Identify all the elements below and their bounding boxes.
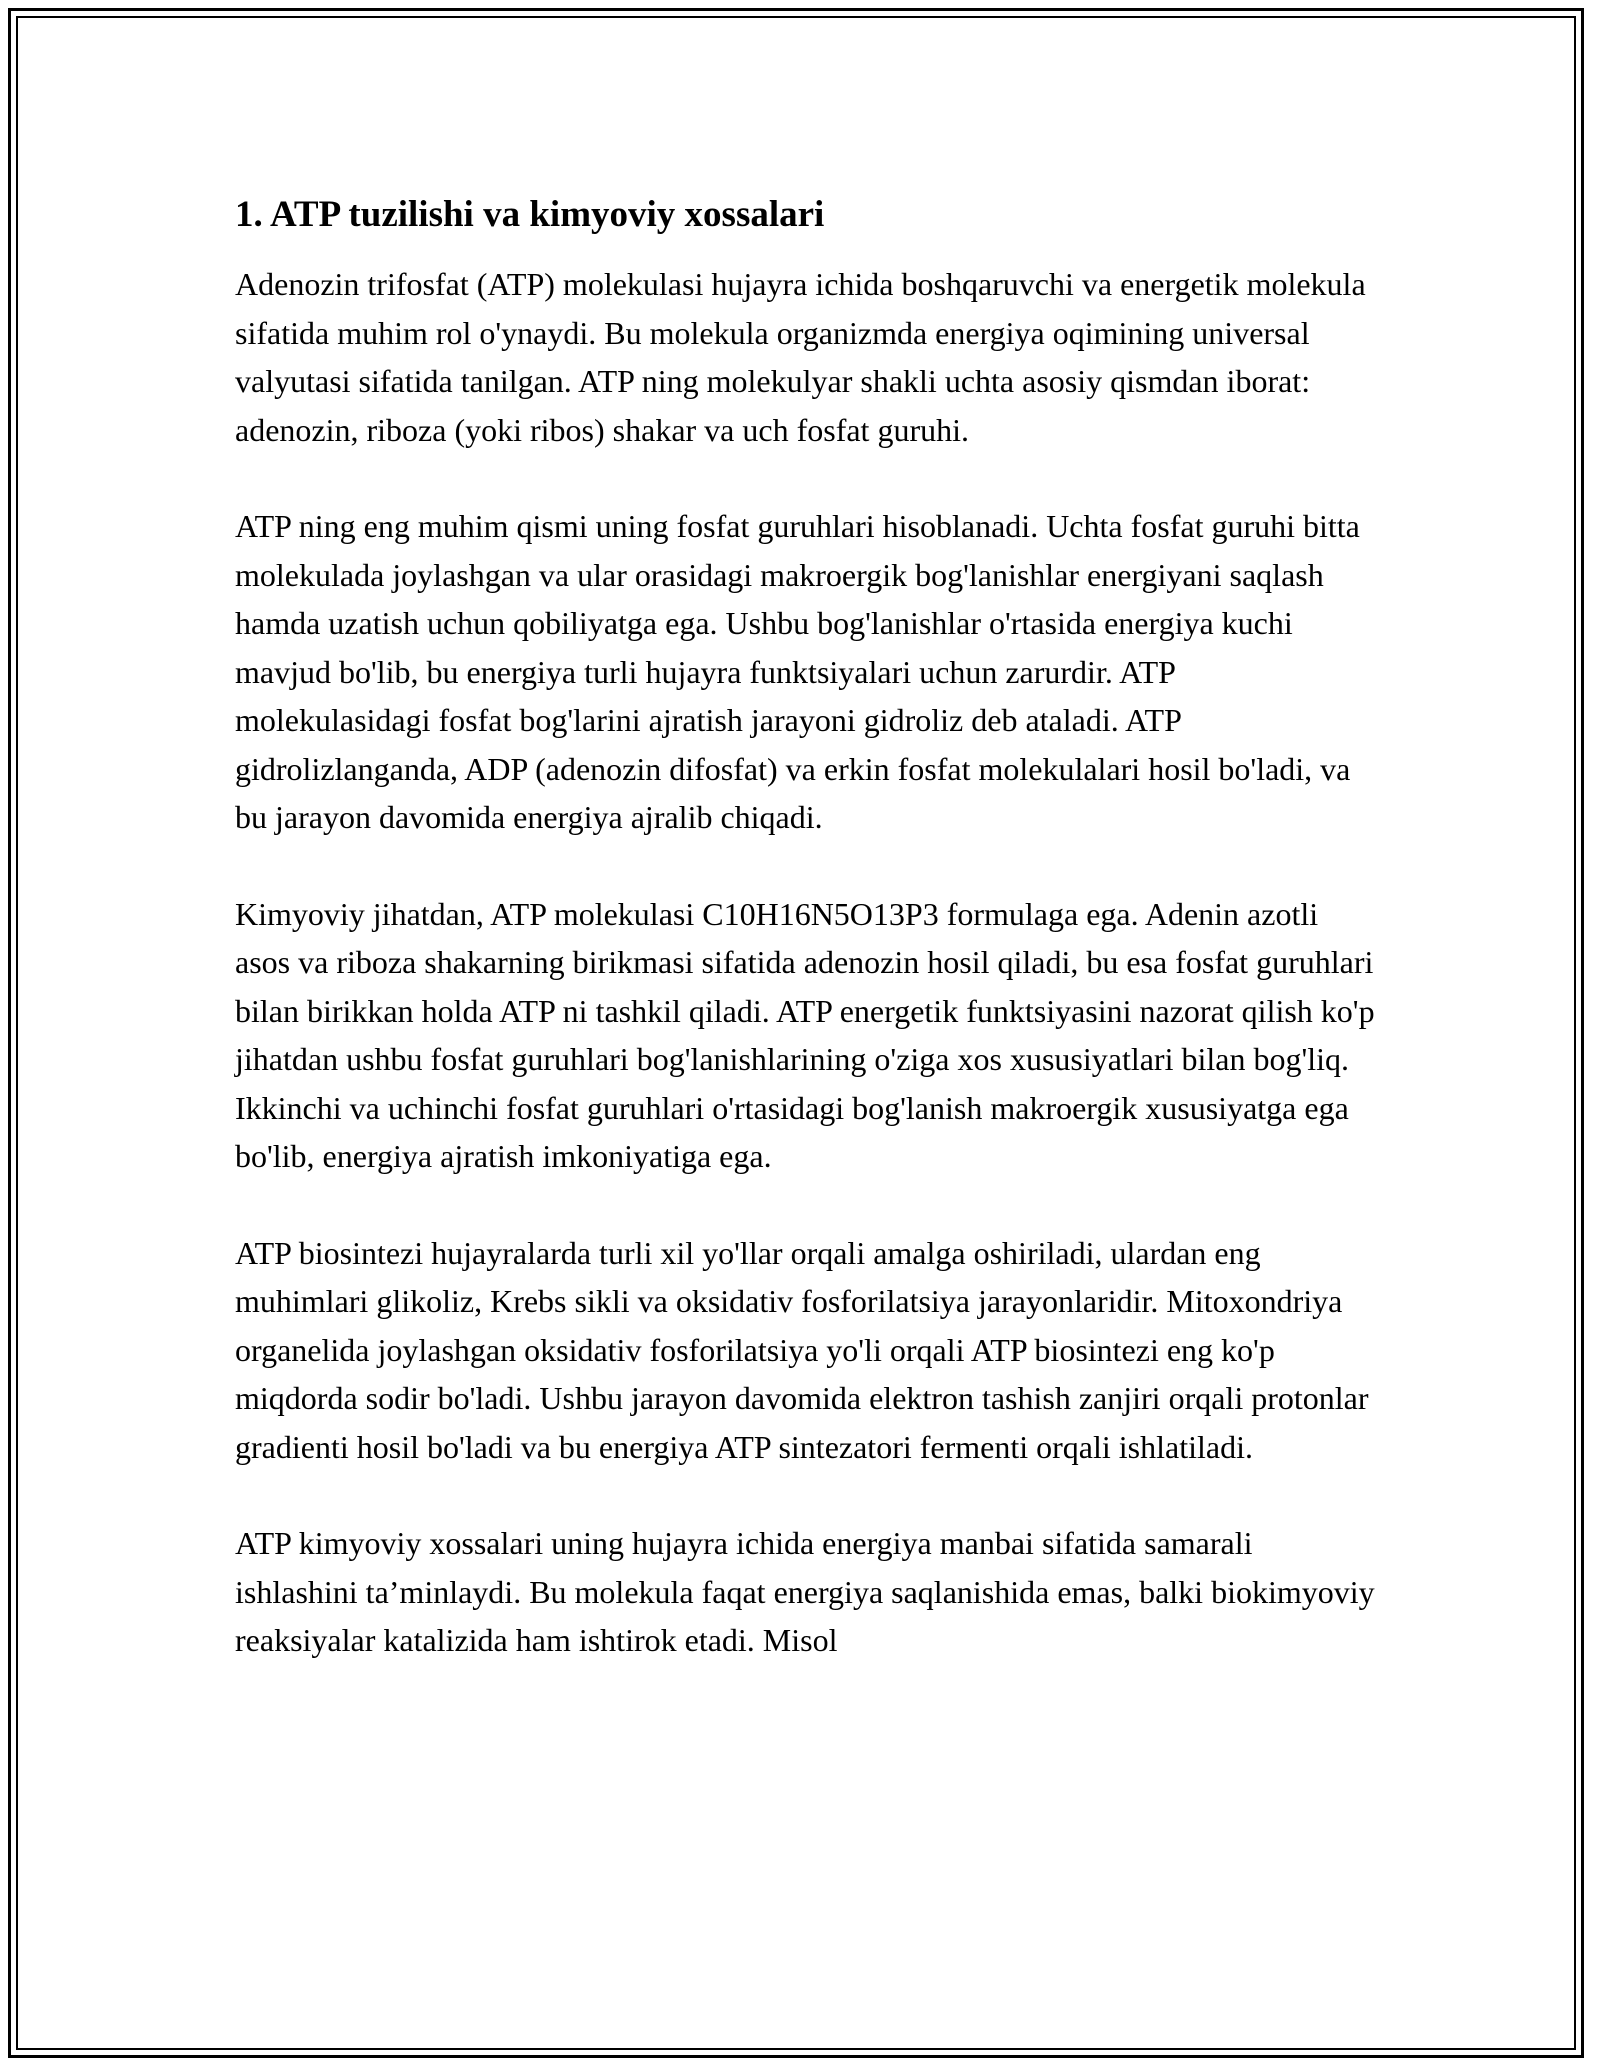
paragraph-2: ATP ning eng muhim qismi uning fosfat guruhlari hisoblanadi. Uchta fosfat guruhi bitta molekulada joylashgan va ular orasidagi makroergik bog'lanishlar energiyani saqlash hamda uzatish uchun qobiliyatga ega. Ushbu bog'lanishlar o'rtasida energiya kuchi mavjud bo'lib, bu energiya turli hujayra funktsiyalari uchun zarurdir. ATP molekulasidagi fosfat bog'larini ajratish jarayoni gidroliz deb ataladi. ATP gidrolizlanganda, ADP (adenozin difosfat) va erkin fosfat molekulalari hosil bo'ladi, va bu jarayon davomida energiya ajralib chiqadi. — [235, 508, 1360, 835]
section-heading: 1. ATP tuzilishi va kimyoviy xossalari — [235, 194, 825, 235]
paragraph-1: Adenozin trifosfat (ATP) molekulasi hujayra ichida boshqaruvchi va energetik molekula sifatida muhim rol o'ynaydi. Bu molekula organizmda energiya oqimining universal valyutasi sifatida tanilgan. ATP ning molekulyar shakli uchta asosiy qismdan iborat: adenozin, riboza (yoki ribos) shakar va uch fosfat guruhi. — [235, 266, 1366, 448]
paragraph-3: Kimyoviy jihatdan, ATP molekulasi C10H16N5O13P3 formulaga ega. Adenin azotli asos va riboza shakarning birikmasi sifatida adenozin hosil qiladi, bu esa fosfat guruhlari bilan birikkan holda ATP ni tashkil qiladi. ATP energetik funktsiyasini nazorat qilish ko'p jihatdan ushbu fosfat guruhlari bog'lanishlarining o'ziga xos xususiyatlari bilan bog'liq. Ikkinchi va uchinchi fosfat guruhlari o'rtasidagi bog'lanish makroergik xususiyatga ega bo'lib, energiya ajratish imkoniyatiga ega. — [235, 895, 1375, 1174]
paragraph-5: ATP kimyoviy xossalari uning hujayra ichida energiya manbai sifatida samarali ishlashini ta’minlaydi. Bu molekula faqat energiya saqlanishida emas, balki biokimyoviy reaksiyalar katalizida ham ishtirok etadi. Misol — [235, 1525, 1375, 1658]
paragraph-4: ATP biosintezi hujayralarda turli xil yo'llar orqali amalga oshiriladi, ulardan eng muhimlari glikoliz, Krebs sikli va oksidativ fosforilatsiya jarayonlaridir. Mitoxondriya organelida joylashgan oksidativ fosforilatsiya yo'li orqali ATP biosintezi eng ko'p miqdorda sodir bo'ladi. Ushbu jarayon davomida elektron tashish zanjiri orqali protonlar gradienti hosil bo'ladi va bu energiya ATP sintezatori fermenti orqali ishlatiladi. — [235, 1234, 1369, 1465]
document-body — [235, 188, 1375, 1713]
